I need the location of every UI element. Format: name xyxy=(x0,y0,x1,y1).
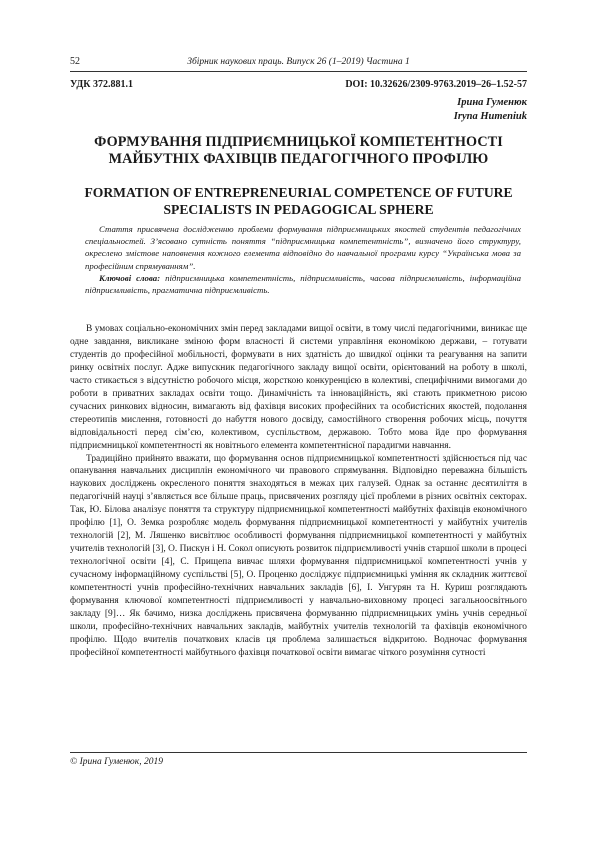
copyright-notice: © Ірина Гуменюк, 2019 xyxy=(70,757,163,767)
article-title-uk: ФОРМУВАННЯ ПІДПРИЄМНИЦЬКОЇ КОМПЕТЕНТНОСТІ МАЙБУТНІХ ФАХІВЦІВ ПЕДАГОГІЧНОГО ПРОФІЛЮ xyxy=(94,134,503,167)
doi: DOI: 10.32626/2309-9763.2019–26–1.52-57 xyxy=(345,79,527,90)
journal-title: Збірник наукових праць. Випуск 26 (1–2019) Частина 1 xyxy=(187,57,410,67)
article-title-en: FORMATION OF ENTREPRENEURIAL COMPETENCE OF FUTURE SPECIALISTS IN PEDAGOGICAL SPHERE xyxy=(84,185,513,217)
abstract xyxy=(85,223,521,296)
udc-code: УДК 372.881.1 xyxy=(70,79,133,90)
author-name-uk: Ірина Гуменюк xyxy=(457,97,527,108)
keywords-list: підприємницька компетентність, підприємливість, часова підприємливість, інформаційна підприємливість, прагматична підприємливість. xyxy=(85,272,521,296)
body-paragraph-1: В умовах соціально-економічних змін перед закладами вищої освіти, в тому числі педагогічними, виникає ще одне завдання, викликане зміною форм власності й системи управління економікою держави, – готувати студентів до професійної мобільності, формувати в них здатність до швидкої оцінки та реагування на запити ринку освітніх послуг. Адже випускник педагогічного закладу вищої освіти, орієнтований на роботу в школі, часто стикається з відсутністю робочого місця, жорсткою конкуренцією в колективі, специфічними вимогами до роботи в приватних закладах освіти тощо. Динамічність та інноваційність, які стають прикметною рисою сучасних ринкових відносин, вимагають від фахівця високих професійних та особистісних якостей, подолання стереотипів мислення, готовності до набуття нового досвіду, самостійного створення робочих місць, почуття відповідальності перед сім’єю, колективом, суспільством, державою. Тобто мова йде про формування підприємницької компетентності як новітнього елемента компетентнісної парадигми навчання. xyxy=(70,324,527,451)
footer-rule xyxy=(70,752,527,753)
article-body xyxy=(70,323,527,660)
footer xyxy=(70,756,527,769)
author-name-en: Iryna Humeniuk xyxy=(453,111,527,122)
author-block xyxy=(454,96,527,124)
keywords xyxy=(85,272,521,296)
header-rule xyxy=(70,71,527,72)
running-header xyxy=(70,55,527,69)
article-meta xyxy=(70,78,527,92)
body-paragraph-2: Традиційно прийнято вважати, що формування основ підприємницької компетентності здійснюється під час опанування навчальних дисциплін економічного чи правового спрямування. Відповідно переважна більшість наукових досліджень окресленого поняття знаходяться в межах цих галузей. Однак за останнє десятиліття в педагогічній науці з’являється все більше праць, присвячених розгляду цієї проблеми в різних освітніх секторах. Так, Ю. Білова аналізує поняття та структуру підприємницької компетентності майбутніх фахівців економічного профілю [1], О. Земка розробляє модель формування підприємницької компетентності у майбутніх учителів технологій [2], М. Ляшенко висвітлює особливості формування підприємницької компетентності у майбутніх учителів технологій [3], О. Пискун і Н. Сокол описують розвиток підприємливості учнів старшої школи в процесі технологічної освіти [4], С. Прищепа вивчає шляхи формування підприємницької компетентності учнів у сучасному інформаційному суспільстві [5], О. Проценко досліджує підприємницькі уміння як складник життєвої компетентності учнів професійно-технічних навчальних закладів [6], І. Унгурян та Н. Куриш розглядають формування ключової компетентності підприємливості у навчально-виховному процесі загальноосвітнього закладу [9]… Як бачимо, низка досліджень присвячена формуванню підприємницьких умінь учнів середньої школи, професійно-технічних навчальних закладів, майбутніх учителів технологій та фахівців економічного профілю. Щодо вчителів початкових класів ця проблема залишається відкритою. Водночас формування професійної компетентності майбутнього фахівця початкової освіти вимагає чіткого розуміння сутності xyxy=(70,453,527,658)
keywords-label: Ключові слова: xyxy=(99,272,161,283)
abstract-text: Стаття присвячена дослідженню проблеми формування підприємницьких якостей студентів педагогічних спеціальностей. З’ясовано сутність поняття “підприємницька компетентність”, визначено його структуру, окреслено змістове наповнення кожного елемента відповідно до навчальної програми курсу “Українська мова за професійним спрямуванням”. xyxy=(85,224,521,271)
page-number: 52 xyxy=(70,56,80,67)
